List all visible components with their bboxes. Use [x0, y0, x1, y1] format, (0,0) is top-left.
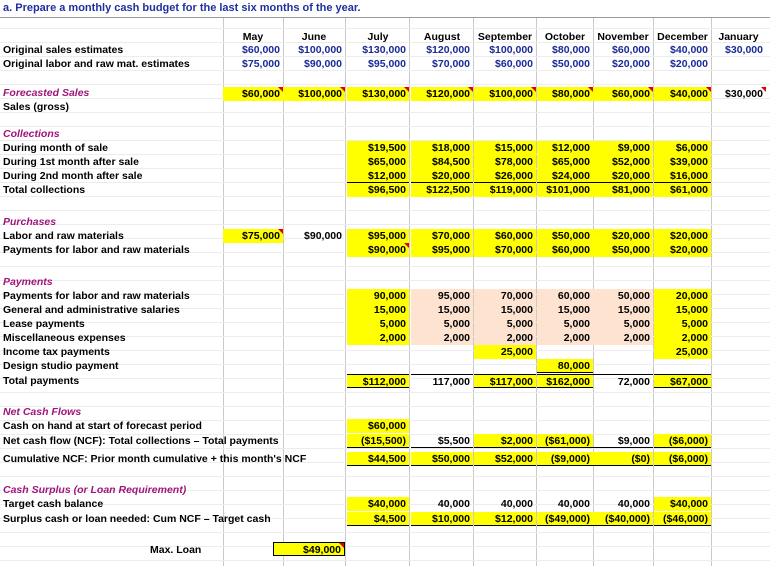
forecast-sales-cell[interactable]: $60,000	[593, 87, 653, 101]
forecast-sales-cell[interactable]: $100,000	[474, 87, 536, 101]
forecast-sales-cell[interactable]: $40,000	[654, 87, 711, 101]
grid-hline	[0, 476, 770, 477]
payments-labor-cell[interactable]: $95,000	[411, 243, 473, 257]
cash-start-cell[interactable]: $60,000	[347, 419, 409, 433]
orig-labor-cell[interactable]: $60,000	[495, 58, 533, 70]
pay_labor2-cell[interactable]: 20,000	[654, 289, 711, 303]
grid-hline	[0, 266, 770, 267]
grid-hline	[0, 84, 770, 85]
forecast-sales-cell[interactable]: $60,000	[223, 87, 283, 101]
second-month-cell[interactable]: $16,000	[654, 169, 711, 183]
orig-labor-cell[interactable]: $90,000	[304, 58, 342, 70]
row-label: Sales (gross)	[3, 101, 69, 113]
labor-raw-cell[interactable]: $75,000	[223, 229, 283, 243]
during-month-cell[interactable]: $18,000	[411, 141, 473, 155]
lease-cell[interactable]: 5,000	[411, 317, 473, 331]
grid-hline	[0, 532, 770, 533]
orig-labor-cell[interactable]: $95,000	[368, 58, 406, 70]
lease-cell[interactable]: 5,000	[654, 317, 711, 331]
grid-vline	[409, 18, 410, 566]
total-collections-cell[interactable]: $61,000	[654, 183, 711, 197]
row-label: Max. Loan	[150, 544, 202, 556]
grid-hline	[0, 560, 770, 561]
forecast-sales-cell[interactable]: $120,000	[411, 87, 473, 101]
ncf-cell[interactable]: $5,500	[411, 434, 473, 448]
row-label: Original sales estimates	[3, 44, 124, 56]
labor-raw-cell[interactable]: $60,000	[474, 229, 536, 243]
row-label: Labor and raw materials	[3, 230, 124, 242]
second-month-cell[interactable]: $24,000	[537, 169, 593, 183]
month-header: May	[242, 31, 264, 43]
section-title: Purchases	[3, 216, 57, 228]
orig-sales-cell[interactable]: $130,000	[362, 44, 406, 56]
grid-hline	[0, 126, 770, 127]
orig-sales-cell[interactable]: $120,000	[426, 44, 470, 56]
row-label: Income tax payments	[3, 346, 110, 358]
misc-cell[interactable]: 2,000	[411, 331, 473, 345]
row-label: Surplus cash or loan needed: Cum NCF – Target cash	[3, 513, 271, 525]
payments-labor-cell[interactable]: $50,000	[593, 243, 653, 257]
row-label: Miscellaneous expenses	[3, 332, 126, 344]
orig-labor-cell[interactable]: $50,000	[552, 58, 590, 70]
section-title: Payments	[3, 276, 53, 288]
total-collections-cell[interactable]: $96,500	[347, 183, 409, 197]
section-title: Net Cash Flows	[3, 406, 82, 418]
lease-cell[interactable]: 5,000	[474, 317, 536, 331]
ga-cell[interactable]: 15,000	[593, 303, 653, 317]
cum-ncf-cell[interactable]: ($0)	[593, 452, 653, 466]
first-month-cell[interactable]: $39,000	[654, 155, 711, 169]
surplus-cell[interactable]: ($46,000)	[654, 512, 711, 526]
total-payments-cell[interactable]: $112,000	[347, 374, 409, 388]
during-month-cell[interactable]: $15,000	[474, 141, 536, 155]
ncf-cell[interactable]: ($61,000)	[537, 434, 593, 448]
ga-cell[interactable]: 15,000	[411, 303, 473, 317]
lease-cell[interactable]: 5,000	[537, 317, 593, 331]
first-month-cell[interactable]: $52,000	[593, 155, 653, 169]
tax-cell[interactable]: 25,000	[474, 345, 536, 359]
pay_labor2-cell[interactable]: 95,000	[411, 289, 473, 303]
grid-hline	[0, 280, 770, 281]
row-label: Original labor and raw mat. estimates	[3, 58, 190, 70]
second-month-cell[interactable]: $26,000	[474, 169, 536, 183]
row-label: Target cash balance	[3, 498, 104, 510]
orig-labor-cell[interactable]: $20,000	[670, 58, 708, 70]
grid-hline	[0, 112, 770, 113]
misc-cell[interactable]: 2,000	[593, 331, 653, 345]
total-collections-cell[interactable]: $101,000	[537, 183, 593, 197]
labor-raw-cell[interactable]: $95,000	[347, 229, 409, 243]
grid-hline	[0, 210, 770, 211]
ga-cell[interactable]: 15,000	[654, 303, 711, 317]
forecast-sales-cell[interactable]: $130,000	[347, 87, 409, 101]
month-header: December	[657, 31, 708, 43]
month-header: August	[423, 31, 461, 43]
ga-cell[interactable]: 15,000	[474, 303, 536, 317]
target-cell[interactable]: $40,000	[654, 497, 711, 511]
grid-hline	[0, 224, 770, 225]
row-label: Cash on hand at start of forecast period	[3, 420, 202, 432]
labor-raw-cell[interactable]: $20,000	[654, 229, 711, 243]
section-title: Cash Surplus (or Loan Requirement)	[3, 484, 187, 496]
title-underline	[0, 17, 770, 18]
payments-labor-cell[interactable]: $60,000	[537, 243, 593, 257]
ncf-cell[interactable]: ($6,000)	[654, 434, 711, 448]
lease-cell[interactable]: 5,000	[593, 317, 653, 331]
during-month-cell[interactable]: $19,500	[347, 141, 409, 155]
pay_labor2-cell[interactable]: 50,000	[593, 289, 653, 303]
target-cell[interactable]: 40,000	[500, 498, 533, 510]
row-label: General and administrative salaries	[3, 304, 180, 316]
cum-ncf-cell[interactable]: ($9,000)	[537, 452, 593, 466]
first-month-cell[interactable]: $78,000	[474, 155, 536, 169]
total-payments-cell[interactable]: $117,000	[474, 374, 536, 388]
surplus-cell[interactable]: $12,000	[474, 512, 536, 526]
row-label: During 1st month after sale	[3, 156, 139, 168]
ncf-cell[interactable]: ($15,500)	[347, 434, 409, 448]
surplus-cell[interactable]: $4,500	[347, 512, 409, 526]
target-cell[interactable]: 40,000	[557, 498, 590, 510]
pay_labor2-cell[interactable]: 70,000	[474, 289, 536, 303]
ncf-cell[interactable]: $2,000	[474, 434, 536, 448]
section-title: Collections	[3, 128, 60, 140]
month-header: July	[367, 31, 389, 43]
target-cell[interactable]: 40,000	[617, 498, 650, 510]
surplus-cell[interactable]: ($40,000)	[593, 512, 653, 526]
row-label: Total collections	[3, 184, 86, 196]
pay_labor2-cell[interactable]: 60,000	[537, 289, 593, 303]
labor-raw-cell[interactable]: $50,000	[537, 229, 593, 243]
orig-labor-cell[interactable]: $75,000	[242, 58, 280, 70]
orig-sales-cell[interactable]: $60,000	[242, 44, 280, 56]
payments-labor-cell[interactable]: $90,000	[347, 243, 409, 257]
labor-raw-cell[interactable]: $70,000	[411, 229, 473, 243]
total-payments-cell[interactable]: $67,000	[654, 374, 711, 388]
grid-hline	[0, 448, 770, 449]
first-month-cell[interactable]: $65,000	[347, 155, 409, 169]
month-header: October	[544, 31, 586, 43]
page-title: a. Prepare a monthly cash budget for the last six months of the year.	[3, 2, 361, 14]
total-collections-cell[interactable]: $119,000	[474, 183, 536, 197]
month-header: September	[477, 31, 533, 43]
grid-hline	[0, 406, 770, 407]
orig-sales-cell[interactable]: $40,000	[670, 44, 708, 56]
total-payments-cell[interactable]: 72,000	[593, 374, 653, 388]
misc-cell[interactable]: 2,000	[347, 331, 409, 345]
target-cell[interactable]: 40,000	[437, 498, 470, 510]
first-month-cell[interactable]: $65,000	[537, 155, 593, 169]
row-label: Cumulative NCF: Prior month cumulative + this month's NCF	[3, 453, 307, 465]
lease-cell[interactable]: 5,000	[347, 317, 409, 331]
row-label: Payments for labor and raw materials	[3, 244, 190, 256]
month-header: November	[597, 31, 649, 43]
surplus-cell[interactable]: ($49,000)	[537, 512, 593, 526]
labor-raw-cell[interactable]: $20,000	[593, 229, 653, 243]
orig-sales-cell[interactable]: $80,000	[552, 44, 590, 56]
orig-labor-cell[interactable]: $70,000	[432, 58, 470, 70]
design-cell[interactable]: 80,000	[537, 359, 593, 373]
grid-hline	[0, 28, 770, 29]
ga-cell[interactable]: 15,000	[347, 303, 409, 317]
row-label: Net cash flow (NCF): Total collections – Total payments	[3, 435, 279, 447]
orig-sales-cell[interactable]: $100,000	[489, 44, 533, 56]
total-payments-cell[interactable]: $162,000	[537, 374, 593, 388]
labor-raw-cell[interactable]: $90,000	[304, 230, 342, 242]
section-title: Forecasted Sales	[3, 87, 90, 99]
during-month-cell[interactable]: $9,000	[593, 141, 653, 155]
row-label: Payments for labor and raw materials	[3, 290, 190, 302]
cum-ncf-cell[interactable]: ($6,000)	[654, 452, 711, 466]
cum-ncf-cell[interactable]: $44,500	[347, 452, 409, 466]
surplus-cell[interactable]: $10,000	[411, 512, 473, 526]
ga-cell[interactable]: 15,000	[537, 303, 593, 317]
row-label: During month of sale	[3, 142, 108, 154]
forecast-sales-cell[interactable]: $100,000	[283, 87, 345, 101]
total-collections-cell[interactable]: $122,500	[411, 183, 473, 197]
grid-vline	[345, 18, 346, 566]
orig-sales-cell[interactable]: $30,000	[725, 44, 763, 56]
pay_labor2-cell[interactable]: 90,000	[347, 289, 409, 303]
payments-labor-cell[interactable]: $70,000	[474, 243, 536, 257]
misc-cell[interactable]: 2,000	[537, 331, 593, 345]
misc-cell[interactable]: 2,000	[474, 331, 536, 345]
forecast-sales-cell[interactable]: $80,000	[537, 87, 593, 101]
total-collections-cell[interactable]: $81,000	[593, 183, 653, 197]
misc-cell[interactable]: 2,000	[654, 331, 711, 345]
cum-ncf-cell[interactable]: $50,000	[411, 452, 473, 466]
second-month-cell[interactable]: $20,000	[593, 169, 653, 183]
during-month-cell[interactable]: $12,000	[537, 141, 593, 155]
grid-hline	[0, 546, 770, 547]
payments-labor-cell[interactable]: $20,000	[654, 243, 711, 257]
row-label: Total payments	[3, 375, 80, 387]
max-loan-cell[interactable]: $49,000	[273, 542, 345, 556]
first-month-cell[interactable]: $84,500	[411, 155, 473, 169]
ncf-cell[interactable]: $9,000	[593, 434, 653, 448]
second-month-cell[interactable]: $20,000	[411, 169, 473, 183]
orig-labor-cell[interactable]: $20,000	[612, 58, 650, 70]
row-label: Design studio payment	[3, 360, 119, 372]
orig-sales-cell[interactable]: $60,000	[612, 44, 650, 56]
total-payments-cell[interactable]: 117,000	[411, 374, 473, 388]
forecast-sales-cell[interactable]: $30,000	[711, 87, 766, 101]
month-header: January	[718, 31, 759, 43]
tax-cell[interactable]: 25,000	[654, 345, 711, 359]
row-label: During 2nd month after sale	[3, 170, 143, 182]
cum-ncf-cell[interactable]: $52,000	[474, 452, 536, 466]
month-header: June	[301, 31, 327, 43]
target-cell[interactable]: $40,000	[347, 497, 409, 511]
during-month-cell[interactable]: $6,000	[654, 141, 711, 155]
row-label: Lease payments	[3, 318, 85, 330]
orig-sales-cell[interactable]: $100,000	[298, 44, 342, 56]
grid-hline	[0, 392, 770, 393]
second-month-cell[interactable]: $12,000	[347, 169, 409, 183]
